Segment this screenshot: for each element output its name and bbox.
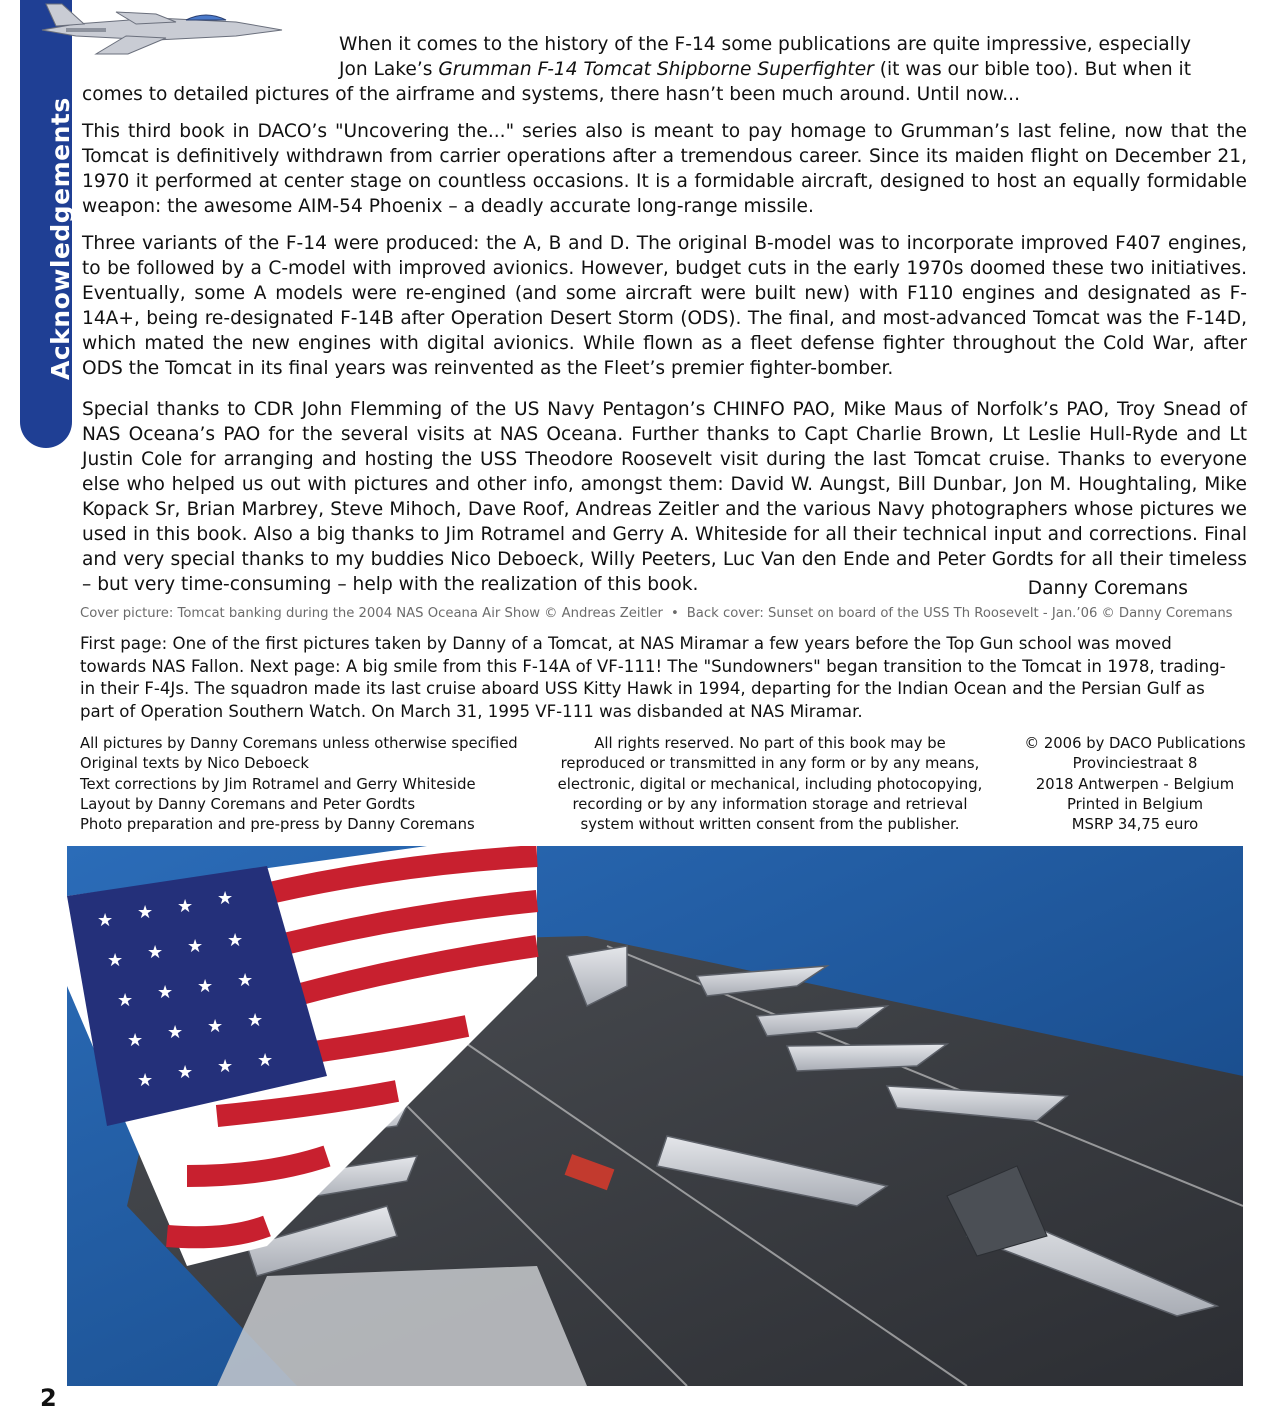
svg-text:★: ★ [207, 1016, 224, 1037]
author-signature: Danny Coremans [1027, 578, 1188, 599]
svg-text:★: ★ [157, 982, 174, 1003]
credit-line: Layout by Danny Coremans and Peter Gordts [80, 795, 416, 813]
back-cover-caption: Back cover: Sunset on board of the USS Th Roosevelt - Jan.’06 © Danny Coremans [686, 606, 1233, 621]
svg-text:★: ★ [177, 1062, 194, 1083]
catwalk-structure [217, 1266, 587, 1386]
intro-line-1: When it comes to the history of the F-14 some publications are quite impressive, especially [339, 34, 1192, 55]
svg-text:★: ★ [237, 970, 254, 991]
intro-paragraph [339, 32, 1229, 82]
paragraph-special-thanks: Special thanks to CDR John Flemming of the US Navy Pentagon’s CHINFO PAO, Mike Maus of Norfolk’s PAO, Troy Snead of NAS Oceana’s PAO for the several visits at NAS Oceana. Further thanks to Capt Charlie Brown, Lt Leslie Hull-Ryde and Lt Justin Cole for arranging and hosting the USS Theodore Roosevelt visit during the last Tomcat cruise. Thanks to everyone else who helped us out with pictures and other info, amongst them: David W. Aungst, Bill Dunbar, Jon M. Houghtaling, Mike Kopack Sr, Brian Marbrey, Steve Mihoch, Dave Roof, Andreas Zeitler and the various Navy photographers whose pictures we used in this book. Also a big thanks to Jim Rotramel and Gerry A. Whiteside for all their technical input and corrections. Final and very special thanks to my buddies Nico Deboeck, Willy Peeters, Luc Van den Ende and Peter Gordts for all their timeless – but very time-consuming – help with the realization of this book. [82, 399, 1247, 595]
svg-text:★: ★ [117, 990, 134, 1011]
rights-line: electronic, digital or mechanical, including photocopying, [557, 775, 983, 793]
credit-line: All pictures by Danny Coremans unless otherwise specified [80, 735, 518, 752]
publisher-line: Provinciestraat 8 [1072, 755, 1198, 773]
rights-notice [530, 734, 1010, 835]
svg-text:★: ★ [227, 930, 244, 951]
rights-line: reproduced or transmitted in any form or by any means, [560, 755, 980, 773]
credit-line: Photo preparation and pre-press by Danny Coremans [80, 816, 475, 834]
section-tab-label: Acknowledgements [46, 97, 75, 380]
credit-line: Original texts by Nico Deboeck [80, 755, 309, 773]
intro-line-2a: Jon Lake’s [339, 59, 439, 80]
paragraph-uncovering-series: This third book in DACO’s "Uncovering the..." series also is meant to pay homage to Grumman’s last feline, now that the Tomcat is definitively withdrawn from carrier operations after a tremendous career. Since its maiden flight on December 21, 1970 it performed at center stage on countless occasions. It is a formidable aircraft, designed to host an equally formidable weapon: the awesome AIM-54 Phoenix – a deadly accurate long-range missile. [82, 121, 1247, 217]
publisher-line: 2018 Antwerpen - Belgium [1035, 775, 1235, 793]
svg-text:★: ★ [217, 1056, 234, 1077]
svg-text:★: ★ [247, 1010, 264, 1031]
publisher-line: © 2006 by DACO Publications [1024, 735, 1246, 752]
svg-text:★: ★ [167, 1022, 184, 1043]
svg-text:★: ★ [257, 1050, 274, 1071]
page-number: 2 [40, 1384, 57, 1412]
photo-caption: First page: One of the first pictures taken by Danny of a Tomcat, at NAS Miramar a few years before the Top Gun school was moved towards NAS Fallon. Next page: A big smile from this F-14A of VF-111! The "Sundowners" began transition to the Tomcat in 1978, trading-in their F-4Js. The squadron made its last cruise aboard USS Kitty Hawk in 1994, departing for the Indian Ocean and the Persian Gulf as part of Operation Southern Watch. On March 31, 1995 VF-111 was disbanded at NAS Miramar. [80, 634, 1226, 721]
credits-left [80, 734, 540, 835]
svg-text:★: ★ [177, 896, 194, 917]
paragraph-f14-variants: Three variants of the F-14 were produced: the A, B and D. The original B-model was to incorporate improved F407 engines, to be followed by a C-model with improved avionics. However, budget cuts in the early 1970s doomed these two initiatives. Eventually, some A models were re-engined (and some aircraft were built new) with F110 engines and designated as F-14A+, being re-designated F-14B after Operation Desert Storm (ODS). The final, and most-advanced Tomcat was the F-14D, which mated the new engines with digital avionics. While flown as a fleet defense fighter throughout the Cold War, after ODS the Tomcat in its final years was reinvented as the Fleet’s premier fighter-bomber. [82, 233, 1247, 379]
rights-line: All rights reserved. No part of this book may be [594, 735, 946, 752]
svg-text:★: ★ [187, 936, 204, 957]
f14-jet-illustration [36, 0, 286, 56]
svg-text:★: ★ [97, 910, 114, 931]
publisher-info [1010, 734, 1260, 835]
front-cover-caption: Cover picture: Tomcat banking during the 2004 NAS Oceana Air Show © Andreas Zeitler [80, 606, 663, 621]
rights-line: system without written consent from the publisher. [580, 816, 960, 834]
svg-text:★: ★ [137, 1070, 154, 1091]
svg-text:★: ★ [147, 942, 164, 963]
rights-line: recording or by any information storage and retrieval [572, 795, 968, 813]
intro-line-2b: (it was our bible too). But when it [873, 59, 1191, 80]
publisher-line: Printed in Belgium [1066, 795, 1204, 813]
intro-line-3: comes to detailed pictures of the airframe and systems, there hasn’t been much around. Until now... [82, 84, 1020, 105]
book-title: Grumman F-14 Tomcat Shipborne Superfighter [438, 59, 874, 80]
svg-text:★: ★ [127, 1030, 144, 1051]
svg-text:★: ★ [137, 902, 154, 923]
svg-text:★: ★ [107, 950, 124, 971]
credit-line: Text corrections by Jim Rotramel and Gerry Whiteside [80, 775, 476, 793]
cover-captions [80, 606, 1245, 621]
svg-text:★: ★ [197, 976, 214, 997]
publisher-line: MSRP 34,75 euro [1071, 816, 1199, 834]
svg-text:★: ★ [217, 888, 234, 909]
carrier-deck-photo [67, 846, 1243, 1386]
caption-separator: • [670, 606, 679, 621]
